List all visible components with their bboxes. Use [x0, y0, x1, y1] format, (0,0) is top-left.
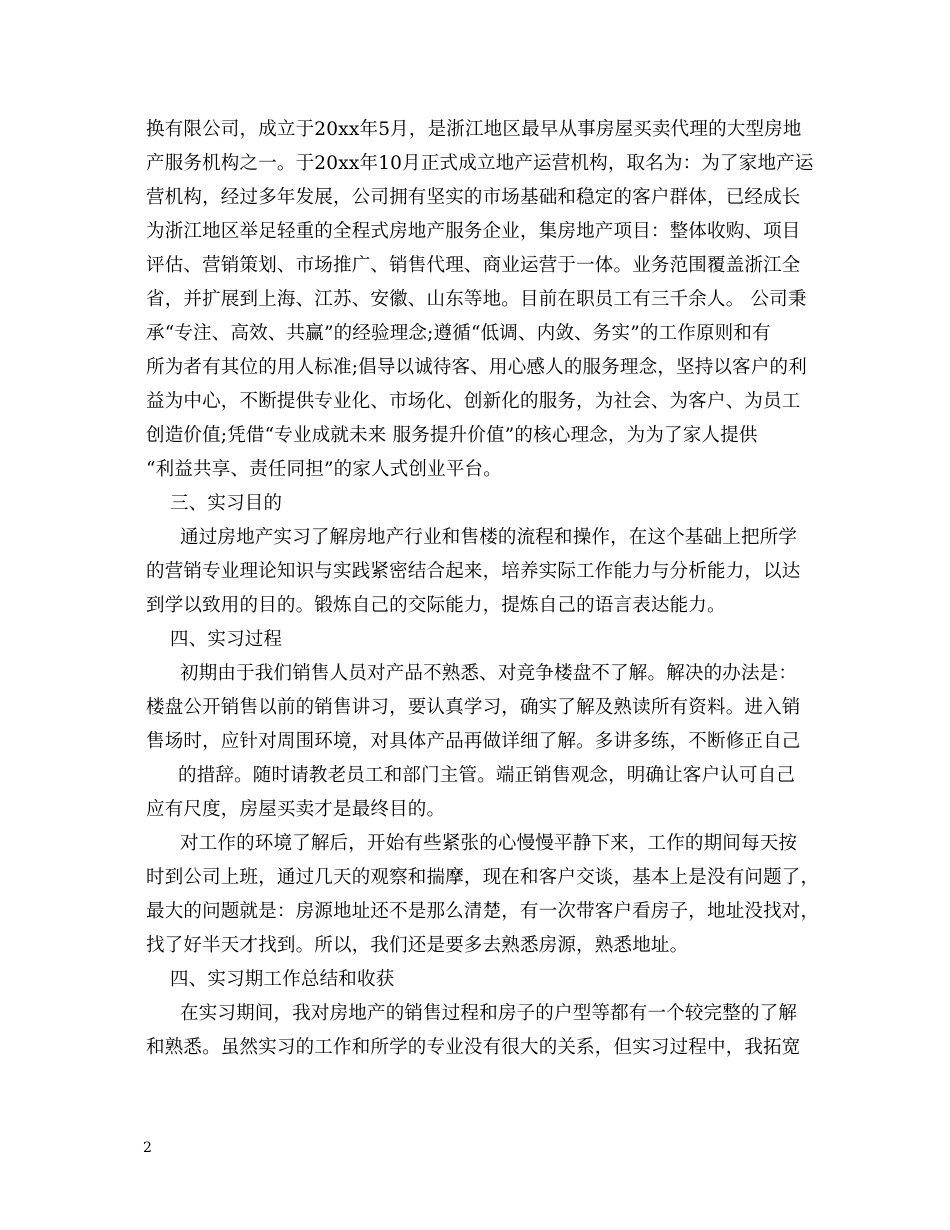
paragraph-line: 到学以致用的目的。锻炼自己的交际能力，提炼自己的语言表达能力。 — [146, 595, 726, 616]
paragraph-line: 所为者有其位的用人标准;倡导以诚待客、用心感人的服务理念，坚持以客户的利 — [146, 357, 807, 378]
paragraph-line: 售场时，应针对周围环境，对具体产品再做详细了解。多讲多练，不断修正自己 — [146, 731, 801, 752]
section-heading: 三、实习目的 — [170, 493, 283, 514]
paragraph-line: 创造价值;凭借“专业成就未来 服务提升价值”的核心理念，为为了家人提供 — [146, 425, 758, 446]
paragraph-line: 的措辞。随时请教老员工和部门主管。端正销售观念，明确让客户认可自己 — [178, 765, 796, 786]
paragraph-line: 益为中心，不断提供专业化、市场化、创新化的服务，为社会、为客户、为员工 — [146, 391, 801, 412]
paragraph-line: 在实习期间，我对房地产的销售过程和房子的户型等都有一个较完整的了解 — [180, 1003, 798, 1024]
paragraph-line: 初期由于我们销售人员对产品不熟悉、对竞争楼盘不了解。解决的办法是： — [180, 663, 798, 684]
paragraph-line: 换有限公司，成立于20xx年5月，是浙江地区最早从事房屋买卖代理的大型房地 — [146, 119, 802, 140]
paragraph-line: “利益共享、责任同担”的家人式创业平台。 — [146, 459, 502, 480]
paragraph-line: 找了好半天才找到。所以，我们还是要多去熟悉房源，熟悉地址。 — [146, 935, 689, 956]
paragraph-line: 承“专注、高效、共赢”的经验理念;遵循“低调、内敛、务实”的工作原则和有 — [146, 323, 771, 344]
paragraph-line: 楼盘公开销售以前的销售讲习，要认真学习，确实了解及熟读所有资料。进入销 — [146, 697, 801, 718]
paragraph-line: 为浙江地区举足轻重的全程式房地产服务企业，集房地产项目：整体收购、项目 — [146, 221, 801, 242]
paragraph-line: 省，并扩展到上海、江苏、安徽、山东等地。目前在职员工有三千余人。 公司秉 — [146, 289, 807, 310]
paragraph-line: 最大的问题就是：房源地址还不是那么清楚，有一次带客户看房子，地址没找对， — [146, 901, 820, 922]
paragraph-line: 产服务机构之一。于20xx年10月正式成立地产运营机构，取名为：为了家地产运 — [146, 153, 814, 174]
paragraph-line: 营机构，经过多年发展，公司拥有坚实的市场基础和稳定的客户群体，已经成长 — [146, 187, 801, 208]
paragraph-line: 和熟悉。虽然实习的工作和所学的专业没有很大的关系，但实习过程中，我拓宽 — [146, 1037, 801, 1058]
paragraph-line: 时到公司上班，通过几天的观察和揣摩，现在和客户交谈，基本上是没有问题了， — [146, 867, 820, 888]
paragraph-line: 的营销专业理论知识与实践紧密结合起来，培养实际工作能力与分析能力，以达 — [146, 561, 801, 582]
section-heading: 四、实习过程 — [170, 629, 283, 650]
paragraph-line: 评估、营销策划、市场推广、销售代理、商业运营于一体。业务范围覆盖浙江全 — [146, 255, 801, 276]
paragraph-line: 应有尺度，房屋买卖才是最终目的。 — [146, 799, 446, 820]
paragraph-line: 对工作的环境了解后，开始有些紧张的心慢慢平静下来，工作的期间每天按 — [180, 833, 798, 854]
page-number: 2 — [143, 1140, 152, 1156]
section-heading: 四、实习期工作总结和收获 — [170, 969, 395, 990]
paragraph-line: 通过房地产实习了解房地产行业和售楼的流程和操作，在这个基础上把所学 — [180, 527, 798, 548]
